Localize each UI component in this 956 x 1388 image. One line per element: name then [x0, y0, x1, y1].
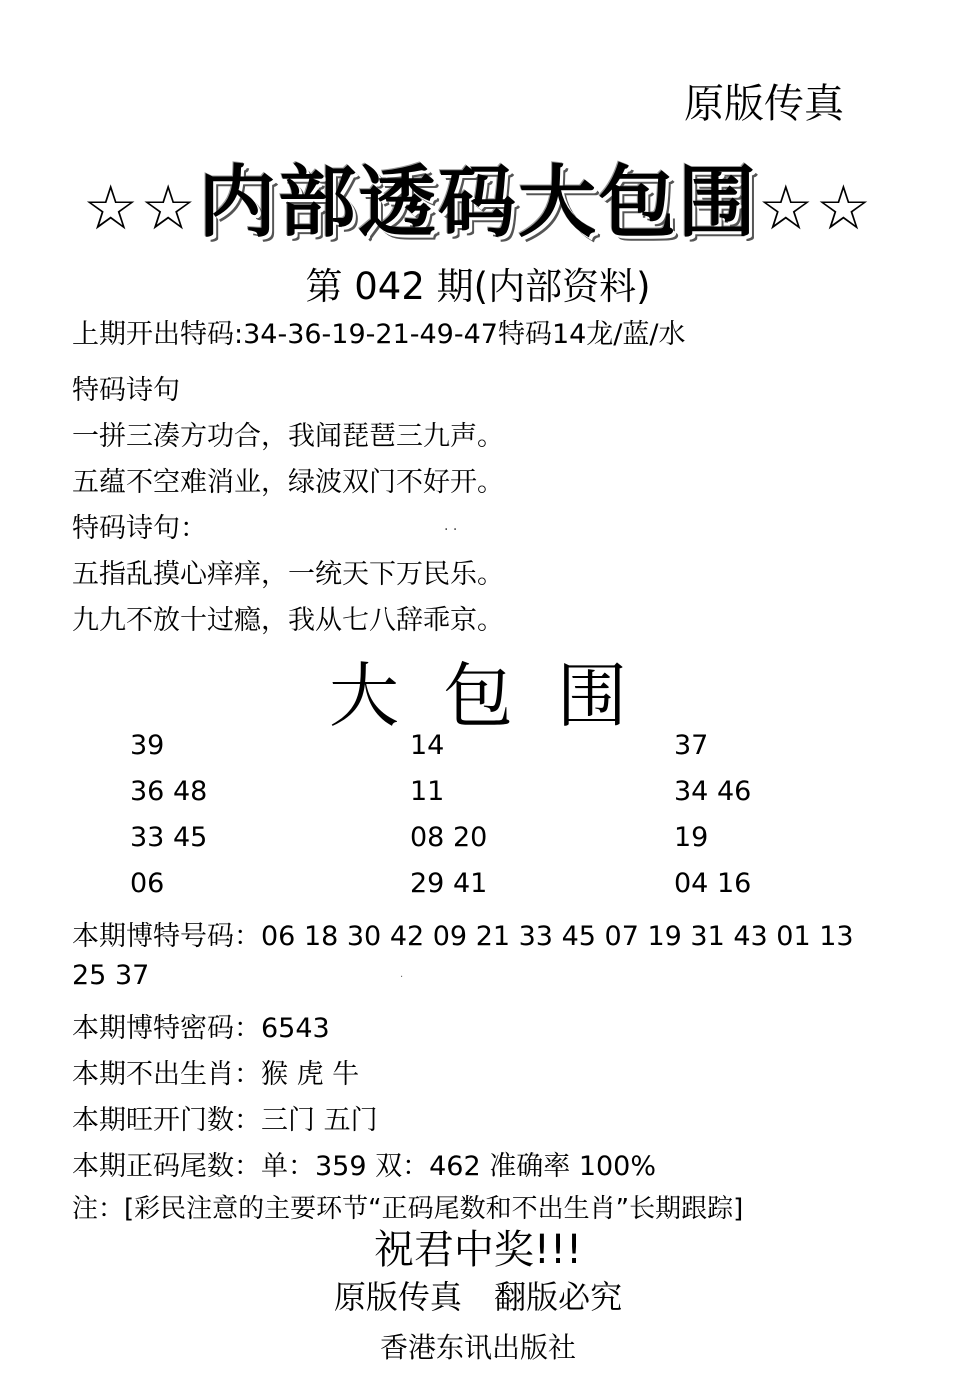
grid-col3-row1: 37: [674, 730, 709, 761]
grid-col1-row2: 36 48: [130, 776, 208, 807]
stars-right: ☆☆: [758, 171, 874, 244]
main-title: [0, 140, 956, 252]
grid-col2-row2: 11: [410, 776, 445, 807]
grid-col3-row3: 19: [674, 822, 709, 853]
grid-col1-row4: 06: [130, 868, 165, 899]
grid-col3-row2: 34 46: [674, 776, 752, 807]
wish-line: 祝君中奖!!!: [373, 1227, 583, 1273]
secret-code-line: 本期博特密码：6543: [72, 1013, 330, 1044]
tail-numbers-line: 本期正码尾数：单：359 双：462 准确率 100%: [72, 1151, 657, 1182]
corner-title: 原版传真: [684, 81, 844, 127]
no-zodiac-line: 本期不出生肖：猴 虎 牛: [72, 1059, 360, 1090]
grid-col3-row4: 04 16: [674, 868, 752, 899]
grid-col1-row3: 33 45: [130, 822, 208, 853]
poem2-line2: 九九不放十过瘾，我从七八辞乖京。: [72, 605, 504, 636]
note-line: 注：[彩民注意的主要环节“正码尾数和不出生肖”长期跟踪]: [72, 1194, 744, 1224]
footer-copyright: 原版传真 翻版必究: [333, 1278, 623, 1316]
special-numbers-line1: 本期博特号码：06 18 30 42 09 21 33 45 07 19 31 43 01 13: [72, 921, 854, 952]
footer-publisher: 香港东讯出版社: [379, 1331, 576, 1364]
poem2-heading: 特码诗句：: [72, 513, 207, 544]
poem1-heading: 特码诗句: [72, 375, 180, 406]
speck-dot: ·: [400, 972, 404, 983]
poem1-line2: 五蕴不空难消业，绿波双门不好开。: [72, 467, 504, 498]
main-title-text: 内部透码大包围: [197, 158, 758, 248]
grid-col1-row1: 39: [130, 730, 165, 761]
speck-dots: · ·: [444, 522, 458, 538]
grid-col2-row3: 08 20: [410, 822, 488, 853]
stars-left: ☆☆: [82, 171, 198, 244]
last-draw-line: 上期开出特码:34-36-19-21-49-47特码14龙/蓝/水: [72, 319, 686, 350]
poem1-line1: 一拼三凑方功合，我闻琵琶三九声。: [72, 421, 504, 452]
grid-col2-row4: 29 41: [410, 868, 488, 899]
big-heading: 大包围: [329, 655, 671, 737]
issue-line: 第 042 期(内部资料): [305, 265, 651, 308]
lucky-gates-line: 本期旺开门数：三门 五门: [72, 1105, 378, 1136]
grid-col2-row1: 14: [410, 730, 445, 761]
special-numbers-line2: 25 37: [72, 960, 150, 991]
poem2-line1: 五指乱摸心痒痒，一统天下万民乐。: [72, 559, 504, 590]
